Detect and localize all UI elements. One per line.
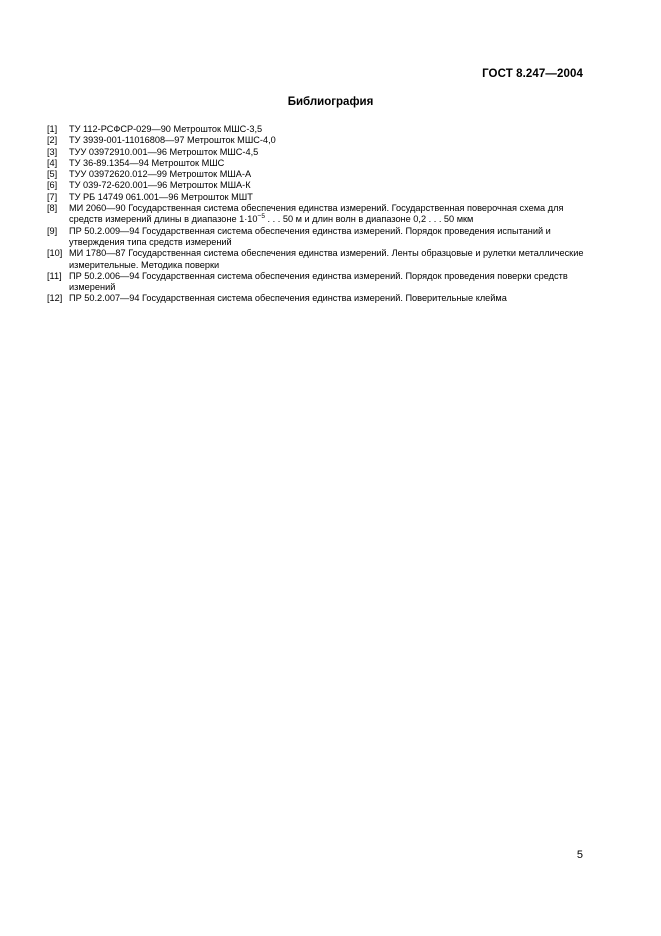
entry-text: ТУУ 03972910.001—96 Метрошток МШС-4,5 [69,146,259,157]
entry-text-part: МИ 2060—90 Государственная система обеспечения единства измерений. Государственная поверочная схема для средств измерений длины в диапазоне 1·10 [69,203,564,225]
bibliography-entry-11 [47,271,587,294]
entry-text: ПР 50.2.009—94 Государственная система обеспечения единства измерений. Порядок проведения испытаний и утверждения типа средств измерений [69,225,551,247]
entry-number: [2] [47,135,58,146]
bibliography-entry-10 [47,248,587,271]
page-number: 5 [576,849,583,861]
bibliography-entry-2 [47,135,587,146]
entry-text: ПР 50.2.007—94 Государственная система обеспечения единства измерений. Поверительные клейма [69,293,507,304]
bibliography-list [47,124,587,305]
entry-number: [6] [47,180,58,191]
entry-number: [12] [47,293,63,304]
entry-number: [11] [47,270,62,281]
bibliography-entry-1 [47,124,587,135]
entry-text: ТУ 039-72-620.001—96 Метрошток МША-К [69,180,251,191]
entry-text [69,203,587,226]
entry-text: ПР 50.2.006—94 Государственная система обеспечения единства измерений. Порядок проведения поверки средств измерений [69,270,568,293]
document-code: ГОСТ 8.247—2004 [482,68,583,80]
entry-number: [7] [47,191,58,202]
entry-text: МИ 1780—87 Государственная система обеспечения единства измерений. Ленты образцовые и рулетки металлические измерительные. Методика поверки [69,248,584,270]
entry-text: ТУ 3939-001-11016808—97 Метрошток МШС-4,0 [69,135,276,146]
entry-text: ТУ 36-89.1354—94 Метрошток МШС [69,157,225,168]
bibliography-entry-6 [47,180,587,191]
bibliography-entry-7 [47,192,587,203]
bibliography-entry-4 [47,158,587,169]
entry-superscript: −5 [257,213,265,221]
bibliography-title: Библиография [287,96,374,108]
entry-text: ТУ РБ 14749 061.001—96 Метрошток МШТ [69,191,253,202]
bibliography-entry-9 [47,226,587,249]
entry-number: [1] [47,124,58,134]
bibliography-entry-5 [47,169,587,180]
bibliography-entry-8 [47,203,587,226]
entry-number: [4] [47,157,58,168]
entry-number: [9] [47,225,58,236]
entry-text: ТУ 112-РСФСР-029—90 Метрошток МШС-3,5 [69,124,263,134]
bibliography-entry-3 [47,147,587,158]
entry-text: ТУУ 03972620.012—99 Метрошток МША-А [69,169,252,180]
entry-number: [3] [47,146,58,157]
entry-number: [5] [47,169,58,180]
entry-number: [10] [47,248,63,259]
bibliography-entry-12 [47,293,587,304]
entry-text-part: . . . 50 м и длин волн в диапазоне 0,2 . . . 50 мкм [264,214,474,225]
entry-number: [8] [47,203,58,214]
